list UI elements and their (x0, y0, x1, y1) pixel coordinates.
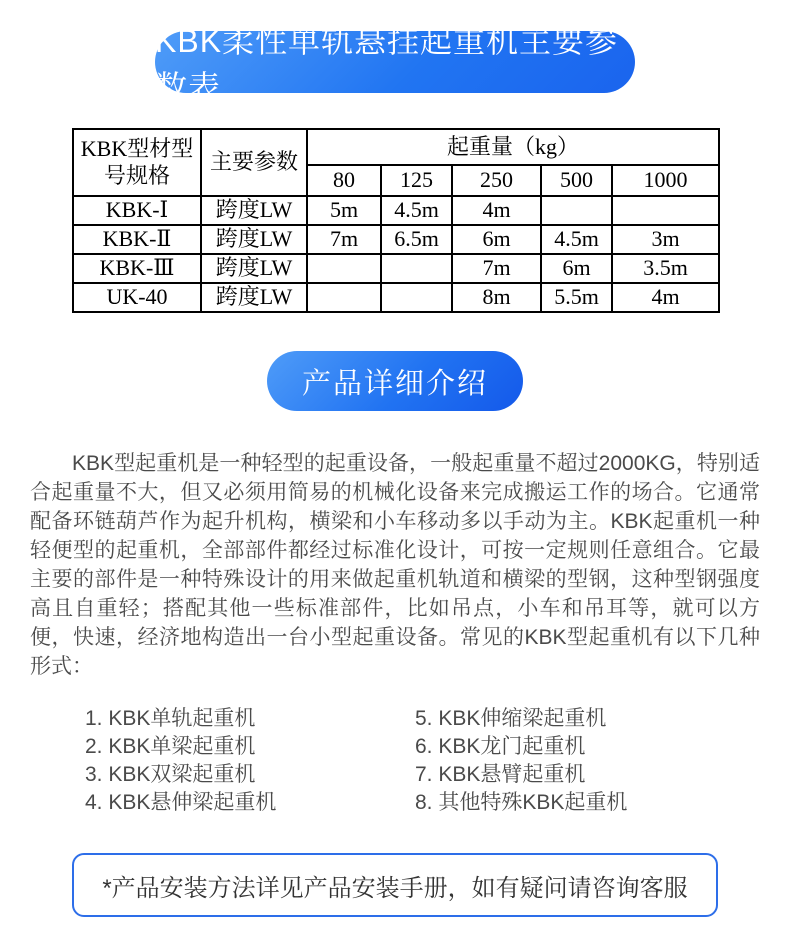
crane-type-item: 7. KBK悬臂起重机 (415, 763, 586, 786)
value-cell: 4.5m (541, 225, 612, 254)
value-cell: 6.5m (381, 225, 452, 254)
crane-type-item: 3. KBK双梁起重机 (85, 763, 256, 786)
table-row-kbk3 (73, 254, 719, 283)
header-capacity-500: 500 (541, 165, 612, 196)
value-cell (541, 196, 612, 225)
param-cell: 跨度LW (201, 254, 307, 283)
product-detail-button-label: 产品详细介绍 (301, 367, 488, 400)
header-capacity-250: 250 (452, 165, 541, 196)
value-cell (381, 254, 452, 283)
installation-note-box (72, 853, 718, 917)
value-cell: 4.5m (381, 196, 452, 225)
table-row-uk40 (73, 283, 719, 312)
crane-type-item: 8. 其他特殊KBK起重机 (415, 791, 628, 814)
header-model: KBK型材型号规格 (73, 129, 201, 196)
crane-type-item: 2. KBK单梁起重机 (85, 735, 256, 758)
value-cell (307, 254, 381, 283)
value-cell: 8m (452, 283, 541, 312)
parameters-table (72, 128, 720, 313)
header-capacity-125: 125 (381, 165, 452, 196)
product-detail-button[interactable] (267, 351, 523, 411)
value-cell: 5.5m (541, 283, 612, 312)
model-cell: KBK-Ⅰ (73, 196, 201, 225)
header-capacity: 起重量（kg） (307, 129, 719, 165)
param-cell: 跨度LW (201, 225, 307, 254)
value-cell: 4m (452, 196, 541, 225)
table-row-kbk1 (73, 196, 719, 225)
model-cell: KBK-Ⅱ (73, 225, 201, 254)
value-cell: 6m (452, 225, 541, 254)
crane-type-item: 4. KBK悬伸梁起重机 (85, 791, 277, 814)
value-cell: 6m (541, 254, 612, 283)
param-cell: 跨度LW (201, 283, 307, 312)
crane-type-item: 1. KBK单轨起重机 (85, 707, 256, 730)
header-capacity-1000: 1000 (612, 165, 719, 196)
crane-type-lists (85, 705, 790, 817)
crane-type-list-right (415, 705, 627, 817)
parameters-table-container (72, 128, 718, 313)
table-row-kbk2 (73, 225, 719, 254)
model-cell: UK-40 (73, 283, 201, 312)
model-cell: KBK-Ⅲ (73, 254, 201, 283)
crane-type-list-left (85, 705, 415, 817)
intro-paragraph: KBK型起重机是一种轻型的起重设备，一般起重量不超过2000KG，特别适合起重量不大，但又必须用简易的机械化设备来完成搬运工作的场合。它通常配备环链葫芦作为起升机构，横梁和小车移动多以手动为主。KBK起重机一种轻便型的起重机，全部部件都经过标准化设计，可按一定规则任意组合。它最主要的部件是一种特殊设计的用来做起重机轨道和横梁的型钢，这种型钢强度高且自重轻；搭配其他一些标准部件，比如吊点，小车和吊耳等，就可以方便，快速，经济地构造出一台小型起重设备。常见的KBK型起重机有以下几种形式： (30, 452, 760, 678)
value-cell: 4m (612, 283, 719, 312)
page-title: KBK柔性单轨悬挂起重机主要参数表 (155, 23, 619, 105)
page-title-banner (155, 23, 635, 105)
value-cell: 3m (612, 225, 719, 254)
value-cell: 7m (307, 225, 381, 254)
value-cell (381, 283, 452, 312)
installation-note-text: *产品安装方法详见产品安装手册，如有疑问请咨询客服 (102, 874, 688, 902)
value-cell: 7m (452, 254, 541, 283)
value-cell: 5m (307, 196, 381, 225)
crane-type-item: 5. KBK伸缩梁起重机 (415, 707, 607, 730)
param-cell: 跨度LW (201, 196, 307, 225)
value-cell: 3.5m (612, 254, 719, 283)
value-cell (307, 283, 381, 312)
value-cell (612, 196, 719, 225)
header-param: 主要参数 (201, 129, 307, 196)
crane-type-item: 6. KBK龙门起重机 (415, 735, 586, 758)
header-capacity-80: 80 (307, 165, 381, 196)
